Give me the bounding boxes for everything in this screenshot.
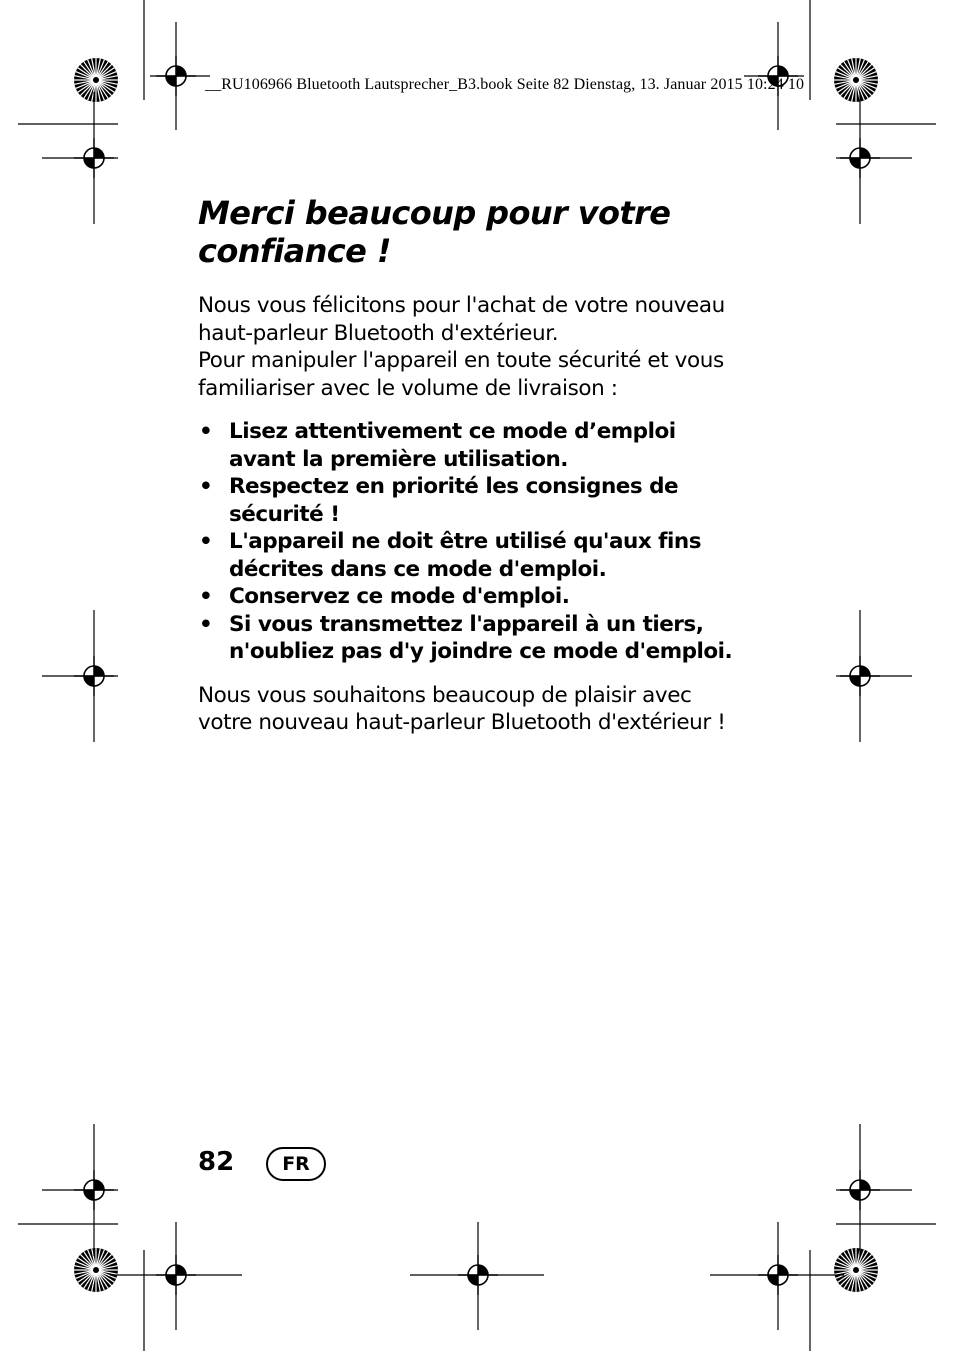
- instruction-list: [198, 418, 738, 666]
- bullet-icon: •: [199, 584, 213, 609]
- list-item: • Si vous transmettez l'appareil à un tiers, n'oubliez pas d'y joindre ce mode d'emploi.: [199, 611, 733, 664]
- list-item: • Lisez attentivement ce mode d’emploi avant la première utilisation.: [199, 419, 676, 472]
- main-content: [198, 194, 738, 737]
- page-title: [198, 194, 738, 270]
- print-slug: __RU106966 Bluetooth Lautsprecher_B3.book Seite 82 Dienstag, 13. Januar 2015 10:24 10: [205, 76, 805, 93]
- list-item: • Respectez en priorité les consignes de sécurité !: [199, 474, 679, 527]
- bullet-icon: •: [199, 419, 213, 444]
- title-line-2: confiance !: [198, 232, 391, 270]
- page-number: 82: [198, 1147, 235, 1177]
- title-line-1: Merci beaucoup pour votre: [198, 194, 671, 232]
- bullet-icon: •: [199, 474, 213, 499]
- list-item: • Conservez ce mode d'emploi.: [199, 584, 570, 609]
- list-item: • L'appareil ne doit être utilisé qu'aux fins décrites dans ce mode d'emploi.: [199, 529, 702, 582]
- intro-paragraph-1: Nous vous félicitons pour l'achat de votre nouveau haut-parleur Bluetooth d'extérieur.: [198, 293, 725, 346]
- closing-paragraph: Nous vous souhaitons beaucoup de plaisir avec votre nouveau haut-parleur Bluetooth d'extérieur !: [198, 682, 726, 735]
- language-badge: FR: [266, 1147, 326, 1181]
- bullet-icon: •: [199, 529, 213, 554]
- bullet-icon: •: [199, 611, 213, 637]
- intro-paragraph-2: Pour manipuler l'appareil en toute sécurité et vous familiariser avec le volume de livraison :: [198, 348, 724, 401]
